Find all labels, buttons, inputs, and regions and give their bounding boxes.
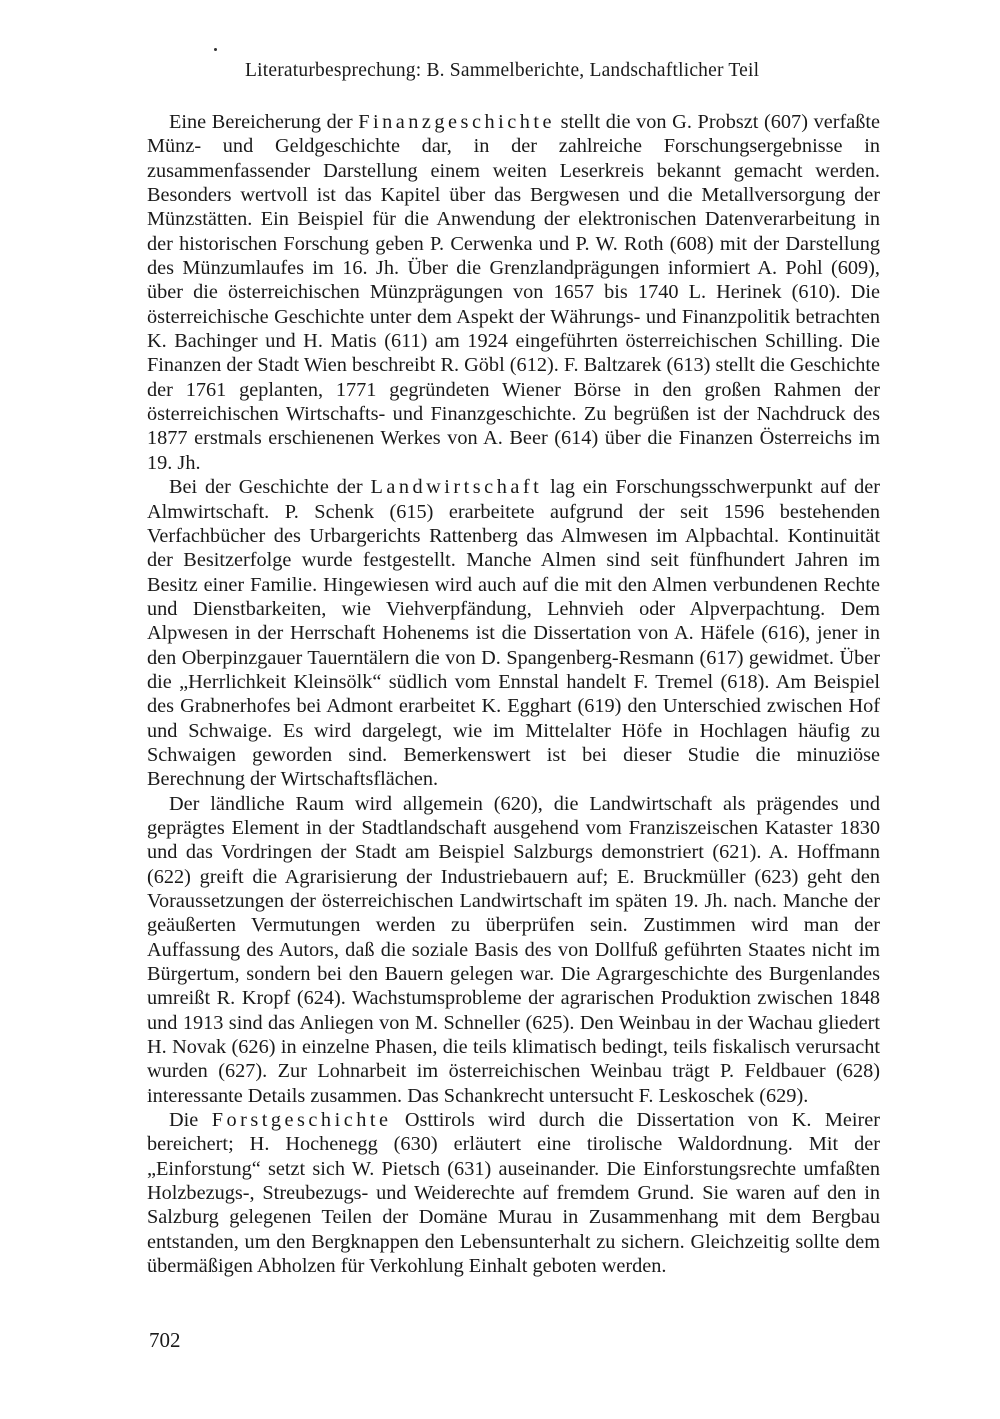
paragraph-laendlicher-raum — [147, 792, 880, 1108]
paragraph-forstgeschichte — [147, 1108, 880, 1278]
paragraph-text: Der ländliche Raum wird allgemein (620), die Landwirtschaft als prägendes und geprägtes Element in der Stadtlandschaft ausgehend vom Franziszeischen Kataster 1830 und das Vordringen der Stadt am Beispiel Salzburgs demonstriert (621). A. Hoffmann (622) greift die Agrarisierung der Industriebauern auf; E. Bruckmüller (623) geht den Voraussetzungen der österreichischen Landwirtschaft im späten 19. Jh. nach. Manche der geäußerten Vermutungen werden zu überprüfen sein. Zustimmen wird man der Auffassung des Autors, daß die soziale Basis des von Dollfuß geführten Staates nicht im Bürgertum, sondern bei den Bauern gelegen war. Die Agrargeschichte des Burgenlandes umreißt R. Kropf (624). Wachstumsprobleme der agrarischen Produktion zwischen 1848 und 1913 sind das Anliegen von M. Schneller (625). Den Weinbau in der Wachau gliedert H. Novak (626) in einzelne Phasen, die teils klimatisch bedingt, teils fiskalisch verursacht wurden (627). Zur Lohnarbeit im österreichischen Weinbau trägt P. Feldbauer (628) interessante Details zusammen. Das Schankrecht untersucht F. Leskoschek (629). — [147, 792, 880, 1107]
article-body — [147, 110, 880, 1279]
paragraph-text: Osttirols wird durch die Dissertation von K. Meirer bereichert; H. Hochenegg (630) erläutert eine tirolische Waldordnung. Mit der „Einforstung“ setzt sich W. Pietsch (631) auseinander. Die Einforstungsrechte umfaßten Holzbezugs-, Streubezugs- und Weiderechte auf fremdem Grund. Sie waren auf den in Salzburg gelegenen Teilen der Domäne Murau in Zusammenhang mit dem Bergbau entstanden, um den Bergknappen den Lebensunterhalt zu sichern. Gleichzeitig sollte dem übermäßigen Abholzen für Verkohlung Einhalt geboten werden. — [147, 1109, 880, 1278]
paragraph-text: lag ein Forschungsschwerpunkt auf der Almwirtschaft. P. Schenk (615) erarbeitete aufgrund der seit 1596 bestehenden Verfachbücher des Urbargerichts Rattenberg das Almwesen im Alpbachtal. Kontinuität der Besitzerfolge wurde festgestellt. Manche Almen sind seit fünfhundert Jahren im Besitz einer Familie. Hingewiesen wird auch auf die mit den Almen verbundenen Rechte und Dienstbarkeiten, wie Viehverpfändung, Lehnvieh oder Alpverpachtung. Dem Alpwesen in der Herrschaft Hohenems ist die Dissertation von A. Häfele (616), jener in den Oberpinzgauer Tauerntälern die von D. Spangenberg-Resmann (617) gewidmet. Über die „Herrlichkeit Kleinsölk“ südlich vom Ennstal handelt F. Tremel (618). Am Beispiel des Grabnerhofes bei Admont erarbeitet K. Egghart (619) den Unterschied zwischen Hof und Schwaige. Es wird dargelegt, wie im Mittelalter Höfe in Hochlagen häufig zu Schwaigen geworden sind. Bemerkenswert ist bei dieser Studie die minuziöse Berechnung der Wirtschaftsflächen. — [147, 476, 880, 791]
spaced-keyword: Landwirtschaft — [370, 476, 543, 499]
paragraph-lead: Eine Bereicherung der — [169, 111, 359, 133]
stray-mark — [214, 48, 217, 51]
paragraph-lead: Bei der Geschichte der — [169, 476, 371, 499]
paragraph-landwirtschaft — [147, 475, 880, 791]
page-number: 702 — [149, 1328, 181, 1352]
paragraph-finanzgeschichte — [147, 110, 880, 475]
paragraph-lead: Die — [169, 1109, 212, 1132]
running-header: Literaturbesprechung: B. Sammelberichte, Landschaftlicher Teil — [245, 60, 760, 81]
paragraph-text: stellt die von G. Probszt (607) verfaßte Münz- und Geldgeschichte dar, in der zahlreiche Forschungsergebnisse in zusammenfassender Darstellung einem weiten Leserkreis bekannt gemacht werden. Besonders wertvoll ist das Kapitel über das Bergwesen und die Metallversorgung der Münzstätten. Ein Beispiel für die Anwendung der elektronischen Datenverarbeitung in der historischen Forschung geben P. Cerwenka und P. W. Roth (608) mit der Darstellung des Münzumlaufes im 16. Jh. Über die Grenzlandprägungen informiert A. Pohl (609), über die österreichischen Münzprägungen von 1657 bis 1740 L. Herinek (610). Die österreichische Geschichte unter dem Aspekt der Währungs- und Finanzpolitik betrachten K. Bachinger und H. Matis (611) am 1924 eingeführten österreichischen Schilling. Die Finanzen der Stadt Wien beschreibt R. Göbl (612). F. Baltzarek (613) stellt die Geschichte der 1761 geplanten, 1771 gegründeten Wiener Börse in den großen Rahmen der österreichischen Wirtschafts- und Finanzgeschichte. Zu begrüßen ist der Nachdruck des 1877 erstmals erschienenen Werkes von A. Beer (614) über die Finanzen Österreichs im 19. Jh. — [147, 111, 881, 474]
spaced-keyword: Forstgeschichte — [211, 1109, 392, 1132]
spaced-keyword: Finanzgeschichte — [358, 111, 556, 133]
